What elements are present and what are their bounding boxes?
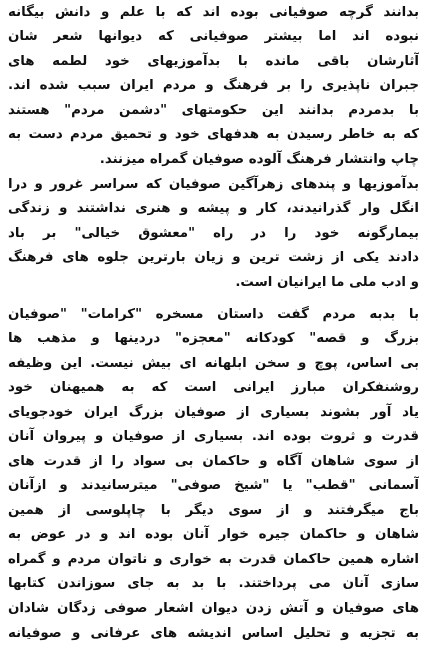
- text-line: باج میگرفتند و از سوی دیگر با چاپلوسی از همین: [8, 503, 419, 518]
- text-line: آثارشان باقی مانده با بدآموزیهای خود لطمه های: [8, 54, 419, 69]
- text-line: چاپ وانتشار فرهنگ آلوده صوفیان گمراه میزنند.: [99, 152, 419, 167]
- text-line: به تجزیه و تحلیل اساس اندیشه های عرفانی و صوفیانه: [8, 626, 419, 641]
- text-line: روشنفکران مبارز ایرانی است که به همیهنان خود: [8, 380, 419, 395]
- text-line: جبران ناپذیری را بر فرهنگ و مردم ایران سبب شده اند.: [8, 78, 419, 93]
- text-line: آسمانی "قطب" یا "شیخ صوفی" میترسانیدند و ازآنان: [8, 478, 419, 493]
- text-line: دادند یکی از زشت ترین و زیان بارترین جلوه های فرهنگ: [8, 250, 419, 265]
- text-line: از سوی شاهان آگاه و حاکمان بی سواد را از قدرت های: [8, 454, 419, 469]
- text-line: سازی آنان می پرداختند. با بد به جای سوزاندن کتابها: [8, 576, 419, 591]
- text-line: و ادب ملی ما ایرانیان است.: [235, 275, 419, 290]
- text-line: بدآموزیها و پندهای زهرآگین صوفیان که سراسر غرور و درا: [8, 177, 419, 192]
- text-line: بدانند گرچه صوفیانی بوده اند که با علم و دانش بیگانه: [8, 5, 419, 20]
- text-column: [8, 0, 419, 661]
- text-line: که به خاطر رسیدن به هدفهای خود و تحمیق مردم دست به: [8, 127, 419, 142]
- text-line: بیمارگونه خود را در راه "معشوق خیالی" بر باد: [8, 226, 419, 241]
- text-line: قدرت و ثروت بوده اند. بسیاری از صوفیان و پیروان آنان: [8, 429, 419, 444]
- text-line: شاهان و حاکمان جیره خوار آنان بوده اند و در عوض به: [8, 527, 419, 542]
- text-line: با بدمردم بدانند این حکومتهای "دشمن مردم" هستند: [8, 103, 419, 118]
- text-line: بزرگ و قصه" کودکانه "معجزه" دردینها و مذهب ها: [8, 331, 419, 346]
- text-line: های صوفیان و آتش زدن دیوان اشعار صوفی زدگان شادان: [8, 601, 419, 616]
- text-line: اشاره همین حاکمان قدرت به خواری و ناتوان مردم و گمراه: [8, 552, 419, 567]
- text-line: یاد آور بشوند بسیاری از صوفیان بزرگ ایران خودجویای: [8, 405, 419, 420]
- text-line: بی اساس، پوچ و سخن ابلهانه ای بیش نیست. این وظیفه: [8, 356, 419, 371]
- text-line: با بدبه مردم گفت داستان مسخره "کرامات" "صوفیان: [8, 307, 419, 322]
- text-line: انگل وار گذرانیدند، کار و پیشه و هنری نداشتند و زندگی: [8, 201, 419, 216]
- text-line: نبوده اند اما بیشتر صوفیانی که دیوانها شعر شان: [8, 29, 419, 44]
